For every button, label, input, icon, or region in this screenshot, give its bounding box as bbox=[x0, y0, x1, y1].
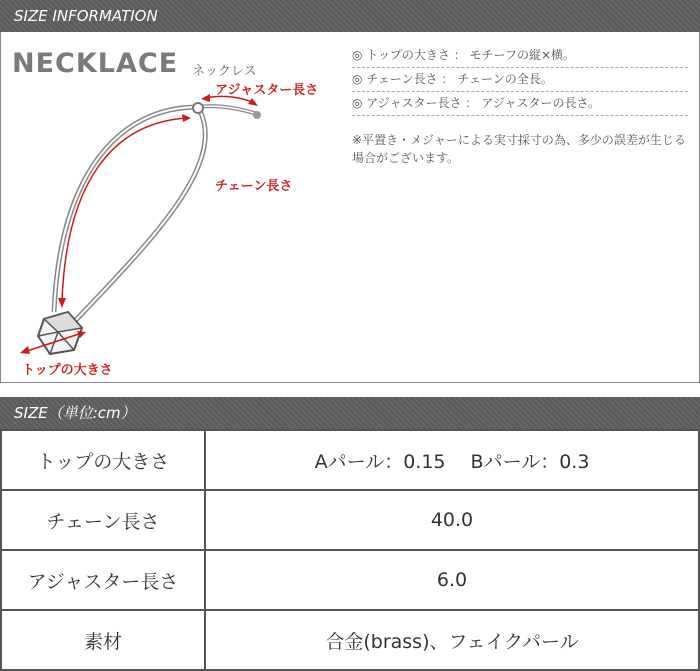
row-value: Aパール：0.15 Bパール：0.3 bbox=[205, 430, 699, 490]
table-row bbox=[1, 610, 699, 670]
top-size-label: トップの大きさ bbox=[22, 363, 113, 378]
table-row bbox=[1, 550, 699, 610]
product-title: NECKLACE bbox=[12, 48, 179, 79]
row-label: アジャスター長さ bbox=[1, 550, 205, 610]
chain-arrow bbox=[62, 118, 188, 302]
size-table bbox=[0, 429, 700, 671]
row-value: 40.0 bbox=[205, 490, 699, 550]
row-label: チェーン長さ bbox=[1, 490, 205, 550]
row-label: トップの大きさ bbox=[1, 430, 205, 490]
size-information-header: SIZE INFORMATION bbox=[0, 0, 700, 32]
chain-right bbox=[74, 107, 205, 322]
table-row bbox=[1, 490, 699, 550]
size-header: SIZE（単位:cm） bbox=[0, 397, 700, 429]
product-title-kana: ネックレス bbox=[192, 64, 257, 79]
row-label: 素材 bbox=[1, 610, 205, 670]
adjuster-length-label: アジャスター長さ bbox=[215, 83, 319, 98]
description-top-size: ◎ トップの大きさ ： モチーフの縦×横。 bbox=[352, 44, 688, 68]
measurement-note: ※平置き・メジャーによる実寸採寸の為、多少の誤差が生じる場合がございます。 bbox=[352, 133, 686, 165]
description-chain-length: ◎ チェーン長さ ： チェーンの全長。 bbox=[352, 68, 688, 92]
description-adjuster-length: ◎ アジャスター長さ ： アジャスターの長さ。 bbox=[352, 92, 688, 116]
adjuster-end bbox=[253, 111, 261, 119]
table-row bbox=[1, 430, 699, 490]
chain-length-label: チェーン長さ bbox=[215, 179, 293, 194]
clasp-ring bbox=[193, 103, 203, 113]
row-value: 6.0 bbox=[205, 550, 699, 610]
row-value: 合金(brass)、フェイクパール bbox=[205, 610, 699, 670]
